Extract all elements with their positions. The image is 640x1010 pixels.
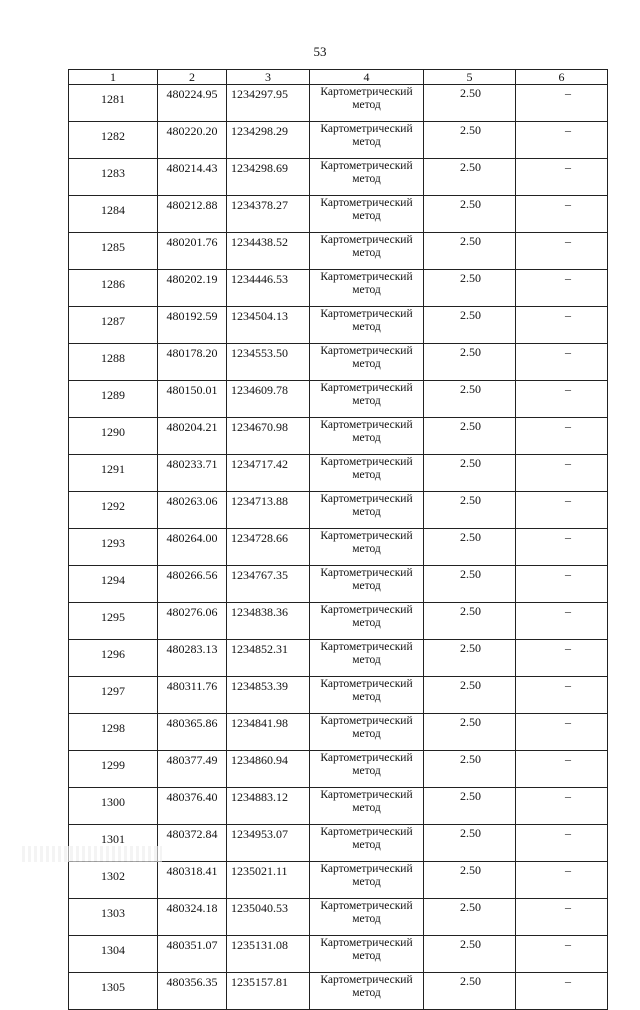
method-line-2: метод [352,543,381,555]
y-coordinate-cell: 1234553.50 [227,344,310,381]
method-cell [310,418,424,455]
point-number-cell: 1284 [69,196,158,233]
point-number-cell: 1292 [69,492,158,529]
table-row [69,566,608,603]
x-coordinate-cell: 480264.00 [158,529,227,566]
accuracy-cell: 2.50 [424,566,516,603]
method-line-2: метод [352,358,381,370]
note-cell: – [516,455,608,492]
point-number-cell: 1291 [69,455,158,492]
y-coordinate-cell: 1234841.98 [227,714,310,751]
table-row [69,788,608,825]
y-coordinate-cell: 1234378.27 [227,196,310,233]
scan-artifact [22,846,162,862]
point-number-cell: 1304 [69,936,158,973]
note-cell: – [516,344,608,381]
y-coordinate-cell: 1234504.13 [227,307,310,344]
x-coordinate-cell: 480178.20 [158,344,227,381]
table-row [69,973,608,1010]
note-cell: – [516,899,608,936]
accuracy-cell: 2.50 [424,85,516,122]
method-cell [310,455,424,492]
x-coordinate-cell: 480365.86 [158,714,227,751]
method-line-2: метод [352,284,381,296]
note-cell: – [516,196,608,233]
method-line-2: метод [352,654,381,666]
accuracy-cell: 2.50 [424,159,516,196]
method-cell [310,307,424,344]
note-cell: – [516,825,608,862]
method-cell [310,936,424,973]
method-line-2: метод [352,580,381,592]
x-coordinate-cell: 480212.88 [158,196,227,233]
y-coordinate-cell: 1234717.42 [227,455,310,492]
point-number-cell: 1290 [69,418,158,455]
point-number-cell: 1295 [69,603,158,640]
table-row [69,455,608,492]
note-cell: – [516,603,608,640]
method-line-2: метод [352,99,381,111]
accuracy-cell: 2.50 [424,973,516,1010]
table-row [69,159,608,196]
method-cell [310,492,424,529]
method-line-2: метод [352,469,381,481]
table-row [69,603,608,640]
accuracy-cell: 2.50 [424,492,516,529]
x-coordinate-cell: 480324.18 [158,899,227,936]
accuracy-cell: 2.50 [424,381,516,418]
table-row [69,529,608,566]
method-line-2: метод [352,617,381,629]
method-cell [310,159,424,196]
method-cell [310,270,424,307]
method-cell [310,825,424,862]
method-cell [310,196,424,233]
point-number-cell: 1287 [69,307,158,344]
method-line-2: метод [352,506,381,518]
accuracy-cell: 2.50 [424,862,516,899]
header-row [69,70,608,85]
point-number-cell: 1297 [69,677,158,714]
table-row [69,85,608,122]
y-coordinate-cell: 1234713.88 [227,492,310,529]
table-row [69,899,608,936]
method-line-2: метод [352,950,381,962]
x-coordinate-cell: 480220.20 [158,122,227,159]
accuracy-cell: 2.50 [424,825,516,862]
method-line-1: Картометрический [320,123,413,135]
method-line-2: метод [352,728,381,740]
header-cell: 3 [227,70,310,85]
method-line-2: метод [352,913,381,925]
point-number-cell: 1301 [69,825,158,862]
x-coordinate-cell: 480351.07 [158,936,227,973]
y-coordinate-cell: 1234438.52 [227,233,310,270]
method-line-2: метод [352,210,381,222]
header-cell: 4 [310,70,424,85]
method-line-2: метод [352,876,381,888]
method-line-1: Картометрический [320,604,413,616]
table-row [69,418,608,455]
method-cell [310,233,424,270]
method-cell [310,603,424,640]
point-number-cell: 1300 [69,788,158,825]
table-row [69,492,608,529]
y-coordinate-cell: 1234767.35 [227,566,310,603]
method-cell [310,344,424,381]
method-line-1: Картометрический [320,493,413,505]
method-line-1: Картометрический [320,456,413,468]
table-row [69,677,608,714]
x-coordinate-cell: 480376.40 [158,788,227,825]
note-cell: – [516,751,608,788]
method-cell [310,566,424,603]
x-coordinate-cell: 480263.06 [158,492,227,529]
x-coordinate-cell: 480204.21 [158,418,227,455]
note-cell: – [516,270,608,307]
point-number-cell: 1282 [69,122,158,159]
method-line-2: метод [352,839,381,851]
table-body [69,85,608,1010]
method-line-2: метод [352,987,381,999]
method-line-1: Картометрический [320,530,413,542]
note-cell: – [516,529,608,566]
accuracy-cell: 2.50 [424,455,516,492]
method-line-1: Картометрический [320,678,413,690]
point-number-cell: 1293 [69,529,158,566]
point-number-cell: 1294 [69,566,158,603]
x-coordinate-cell: 480283.13 [158,640,227,677]
y-coordinate-cell: 1235131.08 [227,936,310,973]
note-cell: – [516,973,608,1010]
accuracy-cell: 2.50 [424,344,516,381]
accuracy-cell: 2.50 [424,751,516,788]
method-line-2: метод [352,395,381,407]
point-number-cell: 1283 [69,159,158,196]
x-coordinate-cell: 480192.59 [158,307,227,344]
y-coordinate-cell: 1234883.12 [227,788,310,825]
x-coordinate-cell: 480377.49 [158,751,227,788]
x-coordinate-cell: 480224.95 [158,85,227,122]
method-line-1: Картометрический [320,308,413,320]
method-cell [310,973,424,1010]
table-row [69,936,608,973]
note-cell: – [516,566,608,603]
accuracy-cell: 2.50 [424,936,516,973]
x-coordinate-cell: 480318.41 [158,862,227,899]
note-cell: – [516,381,608,418]
header-cell: 6 [516,70,608,85]
method-line-1: Картометрический [320,160,413,172]
accuracy-cell: 2.50 [424,714,516,751]
y-coordinate-cell: 1234860.94 [227,751,310,788]
method-cell [310,677,424,714]
method-cell [310,122,424,159]
note-cell: – [516,936,608,973]
method-line-1: Картометрический [320,271,413,283]
note-cell: – [516,85,608,122]
table-row [69,751,608,788]
method-line-2: метод [352,136,381,148]
method-cell [310,788,424,825]
method-line-1: Картометрический [320,197,413,209]
accuracy-cell: 2.50 [424,196,516,233]
table-row [69,307,608,344]
note-cell: – [516,677,608,714]
method-line-1: Картометрический [320,382,413,394]
point-number-cell: 1289 [69,381,158,418]
table-row [69,862,608,899]
accuracy-cell: 2.50 [424,233,516,270]
method-line-2: метод [352,691,381,703]
point-number-cell: 1285 [69,233,158,270]
method-line-1: Картометрический [320,826,413,838]
x-coordinate-cell: 480266.56 [158,566,227,603]
point-number-cell: 1303 [69,899,158,936]
method-line-2: метод [352,173,381,185]
table-row [69,233,608,270]
y-coordinate-cell: 1234852.31 [227,640,310,677]
y-coordinate-cell: 1234670.98 [227,418,310,455]
x-coordinate-cell: 480214.43 [158,159,227,196]
method-cell [310,85,424,122]
method-line-1: Картометрический [320,863,413,875]
y-coordinate-cell: 1235021.11 [227,862,310,899]
accuracy-cell: 2.50 [424,677,516,714]
coordinates-table [68,69,608,1010]
x-coordinate-cell: 480372.84 [158,825,227,862]
x-coordinate-cell: 480276.06 [158,603,227,640]
y-coordinate-cell: 1234298.29 [227,122,310,159]
note-cell: – [516,418,608,455]
note-cell: – [516,307,608,344]
point-number-cell: 1298 [69,714,158,751]
table-row [69,196,608,233]
method-line-1: Картометрический [320,641,413,653]
x-coordinate-cell: 480233.71 [158,455,227,492]
y-coordinate-cell: 1235157.81 [227,973,310,1010]
accuracy-cell: 2.50 [424,788,516,825]
header-cell: 5 [424,70,516,85]
y-coordinate-cell: 1234953.07 [227,825,310,862]
y-coordinate-cell: 1234298.69 [227,159,310,196]
y-coordinate-cell: 1234853.39 [227,677,310,714]
method-line-1: Картометрический [320,789,413,801]
accuracy-cell: 2.50 [424,122,516,159]
y-coordinate-cell: 1234609.78 [227,381,310,418]
x-coordinate-cell: 480311.76 [158,677,227,714]
point-number-cell: 1286 [69,270,158,307]
accuracy-cell: 2.50 [424,270,516,307]
table-row [69,381,608,418]
method-cell [310,714,424,751]
note-cell: – [516,640,608,677]
method-line-2: метод [352,321,381,333]
point-number-cell: 1296 [69,640,158,677]
method-line-1: Картометрический [320,974,413,986]
y-coordinate-cell: 1235040.53 [227,899,310,936]
method-line-1: Картометрический [320,234,413,246]
point-number-cell: 1288 [69,344,158,381]
method-line-2: метод [352,247,381,259]
header-cell: 2 [158,70,227,85]
table-row [69,640,608,677]
x-coordinate-cell: 480150.01 [158,381,227,418]
point-number-cell: 1305 [69,973,158,1010]
method-line-2: метод [352,765,381,777]
note-cell: – [516,122,608,159]
accuracy-cell: 2.50 [424,529,516,566]
y-coordinate-cell: 1234728.66 [227,529,310,566]
x-coordinate-cell: 480356.35 [158,973,227,1010]
method-line-2: метод [352,802,381,814]
method-line-1: Картометрический [320,567,413,579]
accuracy-cell: 2.50 [424,640,516,677]
accuracy-cell: 2.50 [424,307,516,344]
x-coordinate-cell: 480201.76 [158,233,227,270]
method-line-1: Картометрический [320,900,413,912]
note-cell: – [516,788,608,825]
table-row [69,714,608,751]
method-cell [310,640,424,677]
method-cell [310,529,424,566]
x-coordinate-cell: 480202.19 [158,270,227,307]
accuracy-cell: 2.50 [424,603,516,640]
note-cell: – [516,233,608,270]
method-line-1: Картометрический [320,86,413,98]
note-cell: – [516,159,608,196]
accuracy-cell: 2.50 [424,899,516,936]
method-cell [310,862,424,899]
point-number-cell: 1281 [69,85,158,122]
point-number-cell: 1299 [69,751,158,788]
y-coordinate-cell: 1234446.53 [227,270,310,307]
table-row [69,344,608,381]
method-line-1: Картометрический [320,752,413,764]
header-cell: 1 [69,70,158,85]
page-number: 53 [313,44,327,59]
method-line-2: метод [352,432,381,444]
method-line-1: Картометрический [320,715,413,727]
point-number-cell: 1302 [69,862,158,899]
table-row [69,122,608,159]
method-cell [310,751,424,788]
note-cell: – [516,714,608,751]
y-coordinate-cell: 1234297.95 [227,85,310,122]
note-cell: – [516,492,608,529]
method-line-1: Картометрический [320,345,413,357]
y-coordinate-cell: 1234838.36 [227,603,310,640]
accuracy-cell: 2.50 [424,418,516,455]
method-line-1: Картометрический [320,419,413,431]
method-line-1: Картометрический [320,937,413,949]
table-row [69,270,608,307]
note-cell: – [516,862,608,899]
method-cell [310,381,424,418]
method-cell [310,899,424,936]
